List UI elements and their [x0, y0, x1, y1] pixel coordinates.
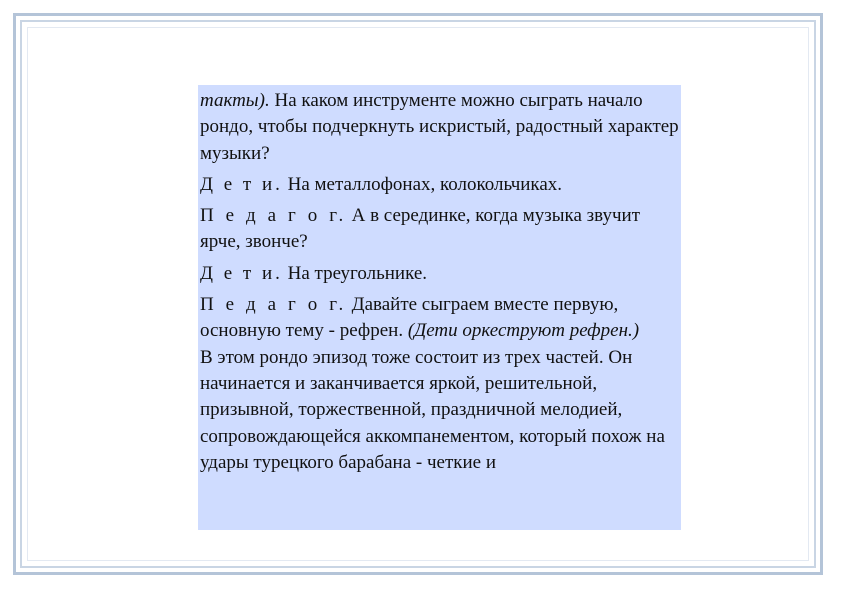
paragraph-text: На треугольнике.	[282, 262, 428, 284]
italic-lead: такты).	[200, 90, 270, 111]
paragraph-1	[200, 88, 679, 167]
paragraph-text: Давайте сыграем вместе первую, основную тему - рефрен.	[200, 294, 619, 342]
paragraph-5	[200, 292, 679, 345]
paragraph-4	[200, 261, 679, 287]
speaker-label: Д е т и.	[200, 262, 283, 284]
speaker-label: Д е т и.	[200, 173, 283, 195]
paragraph-text: На каком инструменте можно сыграть начало рондо, чтобы подчеркнуть искристый, радостный характер музыки?	[200, 90, 679, 164]
paragraph-text: В этом рондо эпизод тоже состоит из трех частей. Он начинается и заканчивается яркой, решительной, призывной, торжественной, праздничной мелодией, сопровождающейся аккомпанементом, который похож на удары турецкого барабана - четкие и	[200, 346, 665, 473]
paragraph-2	[200, 172, 679, 198]
paragraph-6	[200, 345, 679, 476]
speaker-label: П е д а г о г.	[200, 294, 347, 316]
speaker-label: П е д а г о г.	[200, 205, 347, 227]
paragraph-3	[200, 203, 679, 256]
italic-stage-direction: (Дети оркеструют рефрен.)	[407, 320, 640, 342]
paragraph-text: На металлофонах, колокольчиках.	[282, 173, 563, 195]
paragraph-text: А в серединке, когда музыка звучит ярче, звонче?	[200, 205, 641, 253]
text-block	[198, 85, 681, 530]
